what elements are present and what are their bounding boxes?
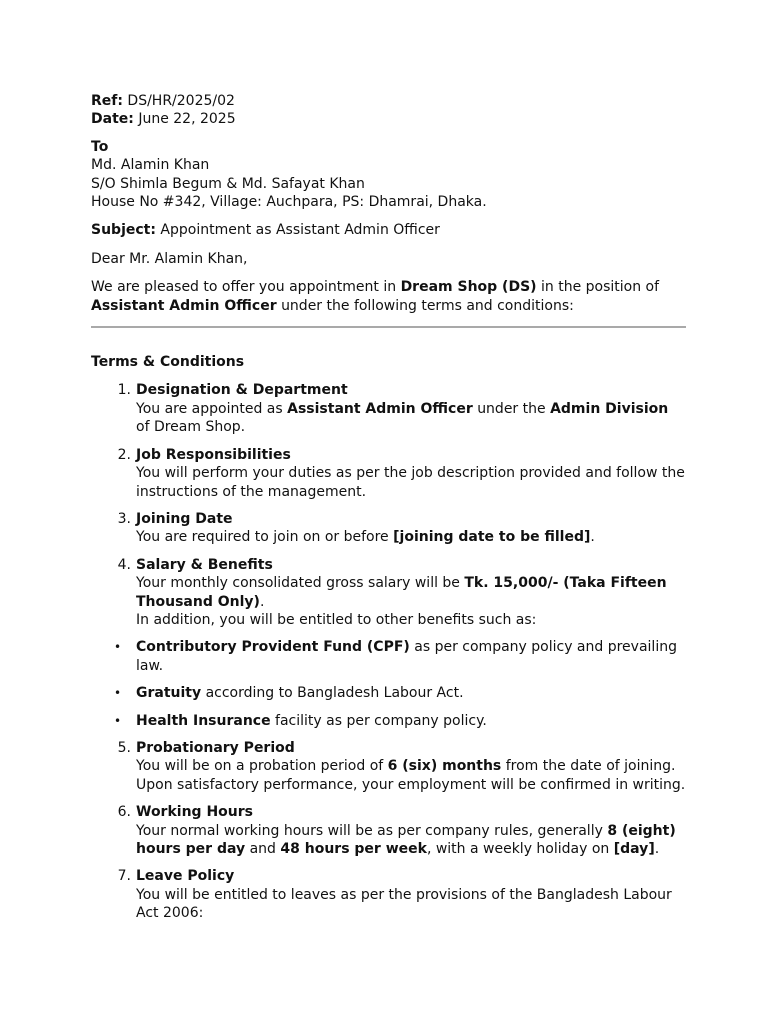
bullet-dot: • [114, 713, 122, 728]
item-number: 5. [117, 739, 131, 756]
item-bold: 48 hours per week [280, 841, 427, 857]
position-name: Assistant Admin Officer [91, 297, 277, 314]
item-text: In addition, you will be entitled to other benefits such as: [136, 611, 537, 628]
term-item-leave-policy [91, 867, 686, 922]
bullet-text: facility as per company policy. [275, 712, 487, 729]
item-bold: Assistant Admin Officer [287, 400, 473, 417]
recipient-address: House No #342, Village: Auchpara, PS: Dhamrai, Dhaka. [91, 194, 487, 211]
item-text: of Dream Shop. [136, 419, 246, 436]
item-text: . [590, 529, 595, 546]
item-number: 2. [117, 446, 131, 463]
ref-line [91, 92, 686, 110]
benefit-bullet-cpf [91, 638, 686, 675]
recipient-name: Md. Alamin Khan [91, 157, 210, 174]
section-divider [91, 326, 686, 328]
benefit-bullet-health [91, 712, 686, 730]
item-bold: [joining date to be filled] [393, 529, 591, 546]
item-text: You will be entitled to leaves as per the provisions of the Bangladesh Labour [136, 886, 672, 903]
ref-label: Ref: [91, 93, 123, 109]
item-text: You will be on a probation period of [136, 758, 384, 775]
bullet-bold: Health Insurance [136, 712, 271, 729]
item-number: 3. [117, 510, 131, 527]
term-item-probation [91, 739, 686, 794]
item-number: 1. [117, 382, 131, 399]
bullet-dot: • [114, 686, 122, 701]
intro-paragraph [91, 278, 686, 315]
item-bold: Thousand Only) [136, 593, 260, 610]
item-bold: 8 (eight) [607, 822, 676, 839]
bullet-text: as per company policy and prevailing [414, 639, 677, 656]
item-bold: Admin Division [550, 400, 669, 417]
item-text: , with a weekly holiday on [426, 841, 610, 857]
bullet-bold: Contributory Provident Fund (CPF) [136, 639, 410, 656]
item-text: Your normal working hours will be as per company rules, generally [136, 822, 603, 839]
bullet-dot: • [114, 640, 122, 655]
item-title: Designation & Department [136, 382, 348, 399]
bullet-text: according to Bangladesh Labour Act. [205, 685, 464, 702]
item-text: You will perform your duties as per the job description provided and follow the [136, 465, 685, 482]
intro-text-1: We are pleased to offer you appointment in [91, 279, 397, 296]
bullet-bold: Gratuity [136, 685, 202, 702]
term-item-responsibilities [91, 446, 686, 501]
item-title: Job Responsibilities [136, 446, 291, 463]
item-bold: 6 (six) months [387, 758, 502, 775]
item-title: Working Hours [136, 804, 253, 821]
item-text: under the [477, 400, 546, 417]
intro-text-3: under the following terms and conditions: [281, 297, 574, 314]
term-item-working-hours [91, 803, 686, 858]
item-title: Probationary Period [136, 739, 295, 756]
recipient-parents: S/O Shimla Begum & Md. Safayat Khan [91, 175, 365, 192]
subject-line [91, 221, 686, 239]
subject-label: Subject: [91, 222, 156, 239]
item-text: Your monthly consolidated gross salary will be [136, 575, 460, 592]
date-value: June 22, 2025 [138, 111, 236, 128]
item-bold: Tk. 15,000/- (Taka Fifteen [464, 575, 667, 592]
to-label: To [91, 138, 109, 155]
benefit-bullet-gratuity [91, 684, 686, 702]
ref-value: DS/HR/2025/02 [127, 93, 235, 109]
date-label: Date: [91, 111, 134, 128]
item-text: You are appointed as [136, 400, 283, 417]
item-text: instructions of the management. [136, 483, 367, 500]
term-item-joining-date [91, 510, 686, 547]
item-title: Salary & Benefits [136, 556, 273, 573]
item-title: Joining Date [136, 510, 233, 527]
item-text: Act 2006: [136, 905, 204, 922]
item-text: You are required to join on or before [136, 529, 389, 546]
item-title: Leave Policy [136, 868, 235, 885]
item-number: 4. [117, 556, 131, 573]
terms-heading: Terms & Conditions [91, 354, 245, 371]
term-item-designation [91, 381, 686, 436]
intro-text-2: in the position of [541, 279, 660, 296]
company-name: Dream Shop (DS) [400, 279, 537, 296]
terms-list [91, 381, 686, 922]
item-text: . [654, 841, 660, 857]
bullet-text: law. [136, 657, 164, 674]
recipient-block [91, 138, 686, 212]
subject-text: Appointment as Assistant Admin Officer [160, 222, 440, 239]
item-bold: [day] [613, 841, 655, 857]
item-text: from the date of joining. [505, 758, 676, 775]
date-line [91, 110, 686, 128]
item-text: . [259, 593, 265, 610]
item-text: and [249, 841, 276, 857]
item-number: 6. [117, 804, 131, 821]
item-number: 7. [117, 868, 131, 885]
term-item-salary [91, 556, 686, 630]
letter-body [91, 92, 686, 923]
item-bold: hours per day [136, 841, 246, 857]
greeting: Dear Mr. Alamin Khan, [91, 250, 248, 267]
item-text: Upon satisfactory performance, your employment will be confirmed in writing. [136, 776, 686, 793]
